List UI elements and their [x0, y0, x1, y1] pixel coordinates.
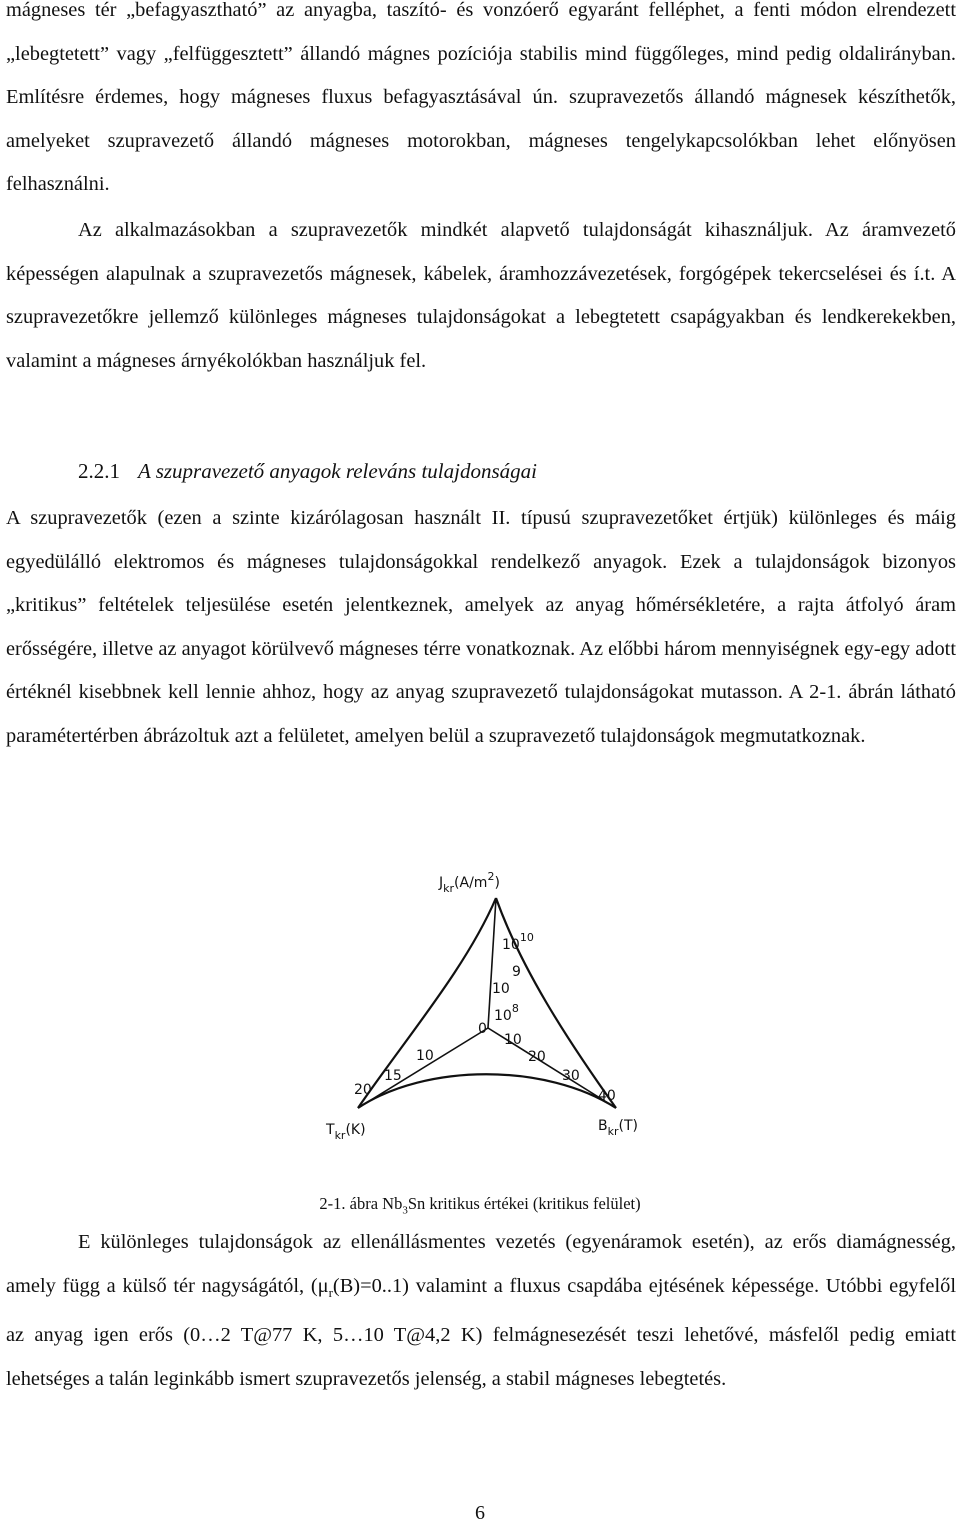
b-axis-label: $B_{kr}(T)$ — [598, 1118, 638, 1138]
section-heading — [78, 450, 537, 493]
section-number: 2.2.1 — [78, 459, 120, 483]
figure-caption: 2-1. ábra $Nb_3Sn$ kritikus értékei (kritikus felület) — [319, 1194, 641, 1217]
b-tick-40: 40 — [598, 1088, 616, 1104]
b-tick-30: 30 — [562, 1068, 580, 1084]
critical-surface-diagram — [316, 858, 676, 1148]
section-title: A szupravezető anyagok releváns tulajdonságai — [138, 459, 537, 483]
origin-label: 0 — [478, 1021, 487, 1037]
critical-surface-figure — [316, 858, 676, 1148]
t-tick-10: 10 — [416, 1048, 434, 1064]
t-axis-label: $T_{kr}(K)$ — [326, 1122, 366, 1142]
b-tick-20: 20 — [528, 1049, 546, 1065]
t-tick-15: 15 — [384, 1068, 402, 1084]
j-tick-10: 10 — [492, 981, 510, 997]
t-tick-20: 20 — [354, 1082, 372, 1098]
paragraph-2: Az alkalmazásokban a szupravezetők mindkét alapvető tulajdonságát kihasználjuk. Az áramvezető képességen alapulnak a szupravezetős mágnesek, kábelek, áramhozzávezetések, forgógépek tekercselései és í.t. A szupravezetőkre jellemző különleges mágneses tulajdonságokat a lebegtetett csapágyakban és lendkerekekben, valamint a mágneses árnyékolókban használjuk fel. — [6, 219, 956, 372]
page-number: 6 — [475, 1502, 485, 1524]
j-tick-10-10: $10^{10}$ — [502, 931, 534, 953]
b-tick-10: 10 — [504, 1032, 522, 1048]
j-axis-label: $J_{kr}(A/m^2)$ — [439, 870, 500, 895]
j-tick-10-8: $10^8$ — [494, 1002, 519, 1024]
paragraph-4: E különleges tulajdonságok az ellenállásmentes vezetés (egyenáramok esetén), az erős diamágnesség, amely függ a külső tér nagyságától, $(\mu_r(B)=0..1)$ valamint a fluxus csapdába ejtésének képessége. Utóbbi egyfelől az anyag igen erős (0…2 T@77 K, 5…10 T@4,2 K) felmágnesezését teszi lehetővé, másfelől pedig emiatt lehetséges a talán leginkább ismert szupravezetős jelenség, a stabil mágneses lebegtetés. — [6, 1231, 956, 1390]
j-tick-9: 9 — [512, 964, 521, 980]
surface-left-edge — [358, 898, 496, 1108]
paragraph-3: A szupravezetők (ezen a szinte kizárólagosan használt II. típusú szupravezetőket értjük) különleges és máig egyedülálló elektromos és mágneses tulajdonságokkal rendelkező anyagok. Ezek a tulajdonságok bizonyos „kritikus” feltételek teljesülése esetén jelentkeznek, amelyek az anyag hőmérsékletére, a rajta átfolyó áram erősségére, illetve az anyagot körülvevő mágneses térre vonatkoznak. Az előbbi három mennyiségnek egy-egy adott értéknél kisebbnek kell lennie ahhoz, hogy az anyag szupravezető tulajdonságokat mutasson. A 2-1. ábrán látható paramétertérben ábrázoltuk azt a felületet, amelyen belül a szupravezető tulajdonságok megmutatkoznak. — [6, 507, 956, 747]
paragraph-1: mágneses tér „befagyasztható” az anyagba, taszító- és vonzóerő egyaránt felléphet, a fenti módon elrendezett „lebegtetett” vagy „felfüggesztett” állandó mágnes pozíciója stabilis mind függőleges, mind pedig oldalirányban. Említésre érdemes, hogy mágneses fluxus befagyasztásával ún. szupravezetős állandó mágnesek készíthetők, amelyeket szupravezető állandó mágneses motorokban, mágneses tengelykapcsolókban lehet előnyösen felhasználni. — [6, 0, 956, 196]
t-axis-line — [358, 1028, 488, 1108]
